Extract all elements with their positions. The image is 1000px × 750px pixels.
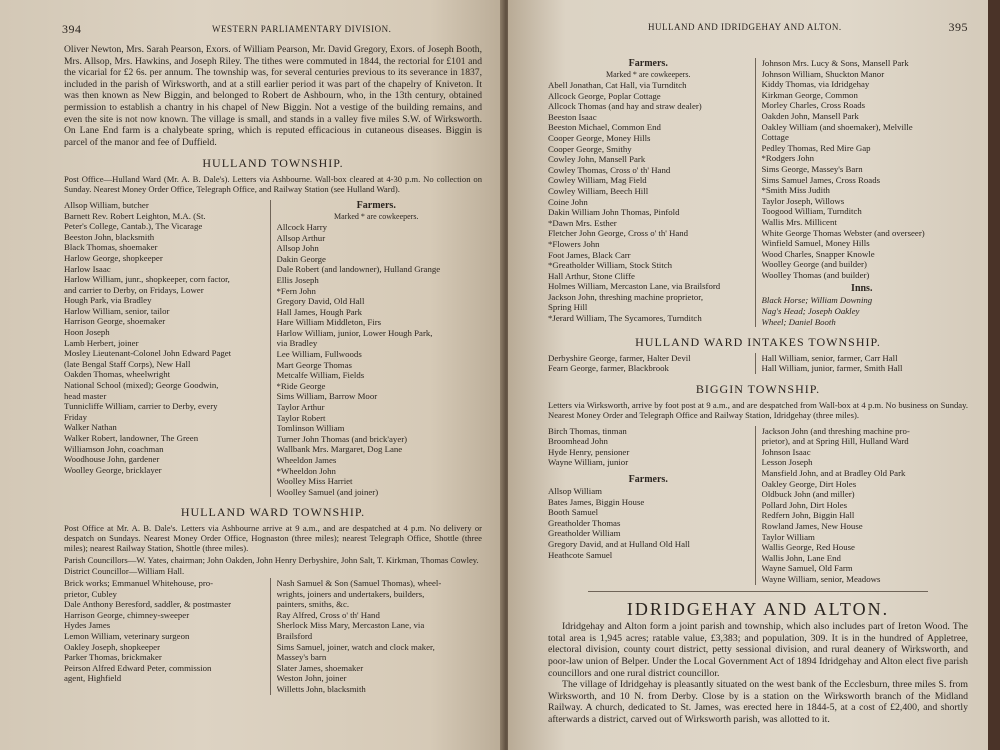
section-divider: [588, 591, 928, 592]
directory-entry: Cowley William, Mag Field: [548, 175, 647, 186]
idridgehay-paragraph-1: Idridgehay and Alton form a joint parish and township, which also includes part of Ireton Wood. The total area is 1,945 acres; ratable value, £3,383; and population, 309. It is in the hundred of Appletree, electoral division, county court district, petty sessional division, and rural deanery of Wirksworth, and poor-law union of Belper. Under the Local Government Act of 1894 Idridgehay and Alton elect five parish councillors and one rural district councillor.: [548, 621, 968, 679]
directory-entry: Brick works; Emmanuel Whitehouse, pro-: [64, 577, 214, 588]
directory-entry: Oakden Thomas, wheelwright: [64, 369, 171, 380]
directory-entry: Derbyshire George, farmer, Halter Devil: [548, 352, 691, 363]
farmers-heading: Farmers.: [628, 58, 668, 69]
directory-entry: Oakley George, Dirt Holes: [761, 478, 857, 489]
directory-entry: Weston John, joiner: [276, 673, 347, 684]
left-page-number: 394: [62, 22, 82, 36]
directory-entry: *Ride George: [276, 380, 326, 391]
directory-entry: wrights, joiners and undertakers, builders,: [276, 588, 425, 599]
directory-entry: Oakley William (and shoemaker), Melville: [761, 121, 913, 132]
directory-entry: Allsop William: [548, 486, 602, 496]
directory-entry: *Fern John: [276, 285, 316, 296]
directory-entry: Willetts John, blacksmith: [276, 683, 366, 694]
directory-entry: Allsop Arthur: [276, 232, 326, 243]
left-page-header: [62, 22, 482, 37]
district-councillor-note: District Councillor—William Hall.: [64, 565, 185, 576]
right-page-body: [548, 58, 968, 725]
hulland-ward-right-column: [270, 578, 483, 695]
directory-entry: Wallis John, Lane End: [761, 552, 841, 563]
directory-entry: Woolley Miss Harriet: [276, 476, 353, 487]
right-page-number: 395: [948, 20, 968, 34]
directory-entry: Sims William, Barrow Moor: [276, 391, 378, 402]
directory-entry: Morley Charles, Cross Roads: [761, 100, 866, 111]
directory-entry: Greatholder William: [548, 528, 621, 539]
farmers-heading: Farmers.: [356, 199, 396, 211]
directory-entry: Hydes James: [64, 620, 111, 631]
directory-entry: *Rodgers John: [761, 153, 815, 164]
directory-entry: Wayne William, senior, Meadows: [761, 573, 881, 584]
directory-entry: Wallis Mrs. Millicent: [761, 216, 837, 227]
directory-entry: Hare William Middleton, Firs: [276, 317, 382, 328]
directory-entry: Lemon William, veterinary surgeon: [64, 630, 190, 641]
directory-entry: Mosley Lieutenant-Colonel John Edward Paget: [64, 348, 232, 359]
directory-entry: *Smith Miss Judith: [761, 185, 830, 196]
directory-entry: Gregory David, Old Hall: [276, 296, 365, 307]
directory-entry: Cowley William, Beech Hill: [548, 185, 649, 196]
directory-entry: Johnson William, Shuckton Manor: [761, 68, 885, 79]
directory-entry: Taylor Robert: [276, 412, 326, 423]
directory-entry: Fearn George, farmer, Blackbrook: [548, 363, 669, 374]
idridgehay-heading: IDRIDGEHAY AND ALTON.: [626, 598, 890, 619]
directory-entry: Pedley Thomas, Red Mire Gap: [761, 142, 871, 153]
biggin-township-heading: BIGGIN TOWNSHIP.: [695, 382, 821, 397]
directory-entry: Cooper George, Smithy: [548, 143, 632, 154]
directory-entry: Lesson Joseph: [761, 457, 813, 468]
directory-entry: Parker Thomas, brickmaker: [64, 652, 162, 663]
directory-entry: Coine John: [548, 196, 588, 207]
cowkeepers-note: Marked * are cowkeepers.: [334, 211, 419, 221]
hulland-ward-township-heading: HULLAND WARD TOWNSHIP.: [180, 505, 366, 520]
directory-entry: Harlow George, shopkeeper: [64, 252, 163, 263]
directory-entry: Beeston John, blacksmith: [64, 231, 155, 242]
intakes-right-column: [755, 353, 969, 374]
directory-entry: Booth Samuel: [548, 507, 599, 518]
directory-entry: Winfield Samuel, Money Hills: [761, 238, 870, 249]
directory-entry: Kirkman George, Common: [761, 89, 858, 100]
directory-entry: Wallbank Mrs. Margaret, Dog Lane: [276, 444, 403, 455]
intakes-directory: [548, 353, 968, 374]
directory-entry: Ray Alfred, Cross o' th' Hand: [276, 609, 380, 620]
directory-entry: Abell Jonathan, Cat Hall, via Turnditch: [548, 80, 687, 90]
page-edge-shadow: [988, 0, 1000, 750]
directory-entry: Harrison George, chimney-sweeper: [64, 609, 190, 620]
hulland-post-office-note: Post Office—Hulland Ward (Mr. A. B. Dale's). Letters via Ashbourne. Wall-box cleared at 4-30 p.m. No collection on Sunday. Nearest Money Order Office, Telegraph Office, and Railway Station (see Hulland Ward).: [64, 173, 482, 194]
directory-entry: Williamson John, coachman: [64, 443, 164, 454]
directory-entry: Allsop William, butcher: [64, 199, 149, 210]
directory-entry: Woolley George, bricklayer: [64, 464, 162, 475]
directory-entry: Sims George, Massey's Barn: [761, 163, 863, 174]
directory-entry: Wood Charles, Snapper Knowle: [761, 248, 875, 259]
hulland-ward-farmers-directory: [548, 58, 968, 327]
directory-entry: Birch Thomas, tinman: [548, 425, 627, 436]
directory-entry: and carrier to Derby, on Fridays, Lower: [64, 284, 204, 295]
directory-entry: Taylor Arthur: [276, 402, 325, 413]
directory-entry: Dakin George: [276, 253, 326, 264]
directory-entry: via Bradley: [276, 338, 318, 349]
biggin-right-column: [755, 426, 969, 585]
directory-entry: Hall James, Hough Park: [276, 306, 363, 317]
directory-entry: Beeston Isaac: [548, 111, 597, 122]
intakes-left-column: [548, 353, 755, 374]
directory-entry: Allcock Harry: [276, 221, 328, 232]
directory-entry: head master: [64, 390, 107, 401]
directory-entry: Cooper George, Money Hills: [548, 132, 651, 143]
directory-entry: Bates James, Biggin House: [548, 496, 645, 507]
directory-entry: Harlow William, senior, tailor: [64, 305, 170, 316]
directory-entry: Dakin William John Thomas, Pinfold: [548, 207, 680, 218]
directory-entry: Rowland James, New House: [761, 520, 863, 531]
right-page: [508, 0, 988, 750]
hulland-ward-left-column: [64, 578, 270, 695]
directory-entry: *Jerard William, The Sycamores, Turnditch: [548, 313, 702, 324]
directory-entry: Black Thomas, shoemaker: [64, 242, 158, 253]
directory-entry: Harlow William, junior, Lower Hough Park,: [276, 327, 433, 338]
directory-entry: Oakden John, Mansell Park: [761, 110, 859, 121]
biggin-directory: [548, 426, 968, 585]
directory-entry: Gregory David, and at Hulland Old Hall: [548, 538, 690, 549]
directory-entry: Spring Hill: [548, 302, 588, 313]
directory-entry: Redfern John, Biggin Hall: [761, 510, 855, 521]
directory-entry: Allcock Thomas (and hay and straw dealer): [548, 101, 702, 112]
directory-entry: Toogood William, Turnditch: [761, 206, 862, 217]
directory-entry: agent, Highfield: [64, 673, 122, 684]
biggin-post-office-note: Letters via Wirksworth, arrive by foot post at 9 a.m., and are despatched from Wall-box at 4 p.m. No business on Sunday. Nearest Money Order and Telegraph Office and Railway Station, Idridgehay (three miles).: [548, 399, 968, 420]
directory-entry: Dale Anthony Beresford, saddler, & postmaster: [64, 599, 231, 610]
directory-entry: Oldbuck John (and miller): [761, 489, 855, 500]
directory-entry: Greatholder Thomas: [548, 517, 621, 528]
biggin-intro-paragraph: Oliver Newton, Mrs. Sarah Pearson, Exors. of William Pearson, Mr. David Gregory, Exors. of Joseph Booth, Mrs. Allsop, Mrs. Hawkins, and Joseph Riley. The tithes were commuted in 1844, the rectorial for £101 and the vicarial for £2 6s. per annum. The township was, for several centuries previous to its severance in 1837, included in the parish of Wirksworth, and at a still earlier period it was part of the chapelry of Kniveton. It was then known as New Biggin, and belonged to Robert de Ashbourn, who, in the 13th century, obtained permission to establish a chantry in his chapel of New Biggin. Not a vestige of the building remains, and even the site is not now known. The village is small, and stands in a valley five miles S.W. of Wirksworth. On Lane End farm is a chalybeate spring, which is reputed efficacious in cutaneous diseases. Biggin is parcel of the manor and fee of Duffield.: [64, 44, 482, 148]
right-page-header: [648, 22, 968, 32]
directory-entry: Tunnicliffe William, carrier to Derby, every: [64, 401, 218, 412]
directory-entry: Lee William, Fullwoods: [276, 349, 362, 360]
directory-entry: Hough Park, via Bradley: [64, 295, 152, 306]
inn-entry: Nag's Head; Joseph Oakley: [761, 306, 860, 317]
directory-entry: Metcalfe William, Fields: [276, 370, 365, 381]
left-page-running-title: WESTERN PARLIAMENTARY DIVISION.: [212, 24, 392, 34]
intakes-township-heading: HULLAND WARD INTAKES TOWNSHIP.: [635, 335, 881, 350]
inn-entry: Black Horse; William Downing: [761, 295, 873, 306]
directory-entry: Allsop John: [276, 243, 319, 254]
directory-entry: Johnson Mrs. Lucy & Sons, Mansell Park: [761, 58, 909, 68]
directory-entry: Pollard John, Dirt Holes: [761, 499, 848, 510]
hulland-farmers-column: [270, 200, 483, 497]
directory-entry: Mansfield John, and at Bradley Old Park: [761, 468, 906, 478]
directory-entry: Slater James, shoemaker: [276, 662, 364, 673]
right-page-running-title: HULLAND AND IDRIDGEHAY AND ALTON.: [648, 22, 842, 32]
directory-entry: Wayne Samuel, Old Farm: [761, 563, 853, 574]
directory-entry: Massey's barn: [276, 652, 327, 663]
directory-entry: Jackson John (and threshing machine pro-: [761, 425, 910, 436]
directory-entry: Lamb Herbert, joiner: [64, 337, 139, 348]
directory-entry: Taylor Joseph, Willows: [761, 195, 845, 206]
directory-entry: prietor), and at Spring Hill, Hulland Ward: [761, 436, 909, 447]
biggin-left-column: [548, 426, 755, 585]
directory-entry: White George Thomas Webster (and overseer): [761, 227, 925, 238]
directory-entry: Allcock George, Poplar Cottage: [548, 90, 661, 101]
directory-entry: Ellis Joseph: [276, 274, 319, 285]
cowkeepers-note: Marked * are cowkeepers.: [606, 70, 691, 79]
directory-entry: Wheeldon James: [276, 455, 337, 465]
directory-entry: *Wheeldon John: [276, 465, 336, 476]
inn-entry: Wheel; Daniel Booth: [761, 316, 836, 327]
inns-heading: Inns.: [851, 283, 873, 295]
directory-entry: (late Bengal Staff Corps), New Hall: [64, 358, 191, 369]
directory-entry: Wallis George, Red House: [761, 542, 855, 553]
directory-entry: Woolley Samuel (and joiner): [276, 486, 379, 497]
directory-entry: Tomlinson William: [276, 423, 345, 434]
directory-entry: Beeston Michael, Common End: [548, 122, 661, 133]
hulland-ward-post-office-note: Post Office at Mr. A. B. Dale's. Letters via Ashbourne arrive at 9 a.m., and are despatched at 4 p.m. No delivery or despatch on Sundays. Nearest Money Order Office, Hognaston (three miles); nearest Telegraph Office, Shottle (three miles); nearest Railway Station, Shottle (three miles).: [64, 522, 482, 553]
directory-entry: Johnson Isaac: [761, 446, 811, 457]
directory-entry: Mart George Thomas: [276, 359, 352, 370]
directory-entry: *Greatholder William, Stock Stitch: [548, 260, 673, 271]
directory-entry: Dale Robert (and landowner), Hulland Grange: [276, 264, 441, 275]
directory-entry: Sims Samuel James, Cross Roads: [761, 174, 881, 185]
directory-entry: Fletcher John George, Cross o' th' Hand: [548, 228, 689, 239]
directory-entry: prietor, Cubley: [64, 588, 117, 599]
directory-entry: Broomhead John: [548, 436, 608, 447]
farmers-right-column: [755, 58, 969, 327]
directory-entry: Barnett Rev. Robert Leighton, M.A. (St.: [64, 210, 206, 221]
directory-entry: Walker Nathan: [64, 422, 117, 433]
parish-councillors-note: Parish Councillors—W. Yates, chairman; John Oakden, John Henry Derbyshire, John Salt, T. Kirkman, Thomas Cowley.: [64, 554, 479, 565]
directory-entry: Kiddy Thomas, via Idridgehay: [761, 79, 870, 90]
directory-entry: Nash Samuel & Son (Samuel Thomas), wheel-: [276, 577, 442, 588]
farmers-left-column: [548, 58, 755, 327]
directory-entry: Cowley John, Mansell Park: [548, 154, 646, 165]
directory-entry: Cowley Thomas, Cross o' th' Hand: [548, 164, 671, 175]
directory-entry: *Flowers John: [548, 238, 600, 249]
directory-entry: Peirson Alfred Edward Peter, commission: [64, 662, 212, 673]
directory-entry: Walker Robert, landowner, The Green: [64, 433, 199, 443]
directory-entry: Wayne William, junior: [548, 457, 629, 468]
directory-entry: Hall Arthur, Stone Cliffe: [548, 270, 635, 281]
directory-entry: painters, smiths, &c.: [276, 599, 350, 610]
directory-entry: Harlow William, junr., shopkeeper, corn factor,: [64, 274, 230, 285]
directory-entry: Sims Samuel, joiner, watch and clock maker,: [276, 641, 435, 652]
directory-entry: Foot James, Black Carr: [548, 249, 631, 260]
hulland-residents-column: [64, 200, 270, 497]
directory-entry: Jackson John, threshing machine proprietor,: [548, 291, 704, 302]
directory-entry: Holmes William, Mercaston Lane, via Brailsford: [548, 281, 721, 292]
directory-entry: Cottage: [761, 132, 789, 143]
directory-entry: Friday: [64, 411, 87, 422]
directory-entry: Turner John Thomas (and brick'ayer): [276, 433, 408, 444]
idridgehay-paragraph-2: The village of Idridgehay is pleasantly situated on the west bank of the Ecclesburn, three miles S. from Wirksworth, and 10 N. from Derby. Close by is a station on the Wirksworth branch of the Midland Railway. A church, dedicated to St. James, was erected here in 1844-5, at a cost of £2,400, and shortly afterwards a district, carved out of Wirksworth parish, was allotted to it.: [548, 679, 968, 725]
directory-entry: Sherlock Miss Mary, Mercaston Lane, via: [276, 620, 425, 631]
hulland-ward-directory: [64, 578, 482, 695]
directory-entry: National School (mixed); George Goodwin,: [64, 380, 219, 391]
directory-entry: Hoon Joseph: [64, 327, 110, 338]
directory-entry: Woolley Thomas (and builder): [761, 269, 870, 280]
directory-entry: Peter's College, Cantab.), The Vicarage: [64, 221, 203, 232]
directory-entry: Oakley Joseph, shopkeeper: [64, 641, 161, 652]
directory-entry: Taylor William: [761, 531, 815, 542]
directory-entry: Woolley George (and builder): [761, 259, 867, 270]
hulland-directory: [64, 200, 482, 497]
directory-entry: Woodhouse John, gardener: [64, 454, 160, 465]
directory-entry: Brailsford: [276, 630, 313, 641]
hulland-township-heading: HULLAND TOWNSHIP.: [202, 156, 344, 171]
directory-entry: *Dawn Mrs. Esther: [548, 217, 617, 228]
directory-entry: Harlow Isaac: [64, 263, 111, 274]
directory-entry: Heathcote Samuel: [548, 549, 613, 560]
left-page-body: [64, 44, 482, 695]
directory-entry: Hyde Henry, pensioner: [548, 446, 630, 457]
directory-entry: Hall William, senior, farmer, Carr Hall: [761, 352, 898, 363]
farmers-heading: Farmers.: [628, 474, 668, 485]
directory-entry: Hall William, junior, farmer, Smith Hall: [761, 363, 903, 374]
directory-entry: Harrison George, shoemaker: [64, 316, 166, 327]
